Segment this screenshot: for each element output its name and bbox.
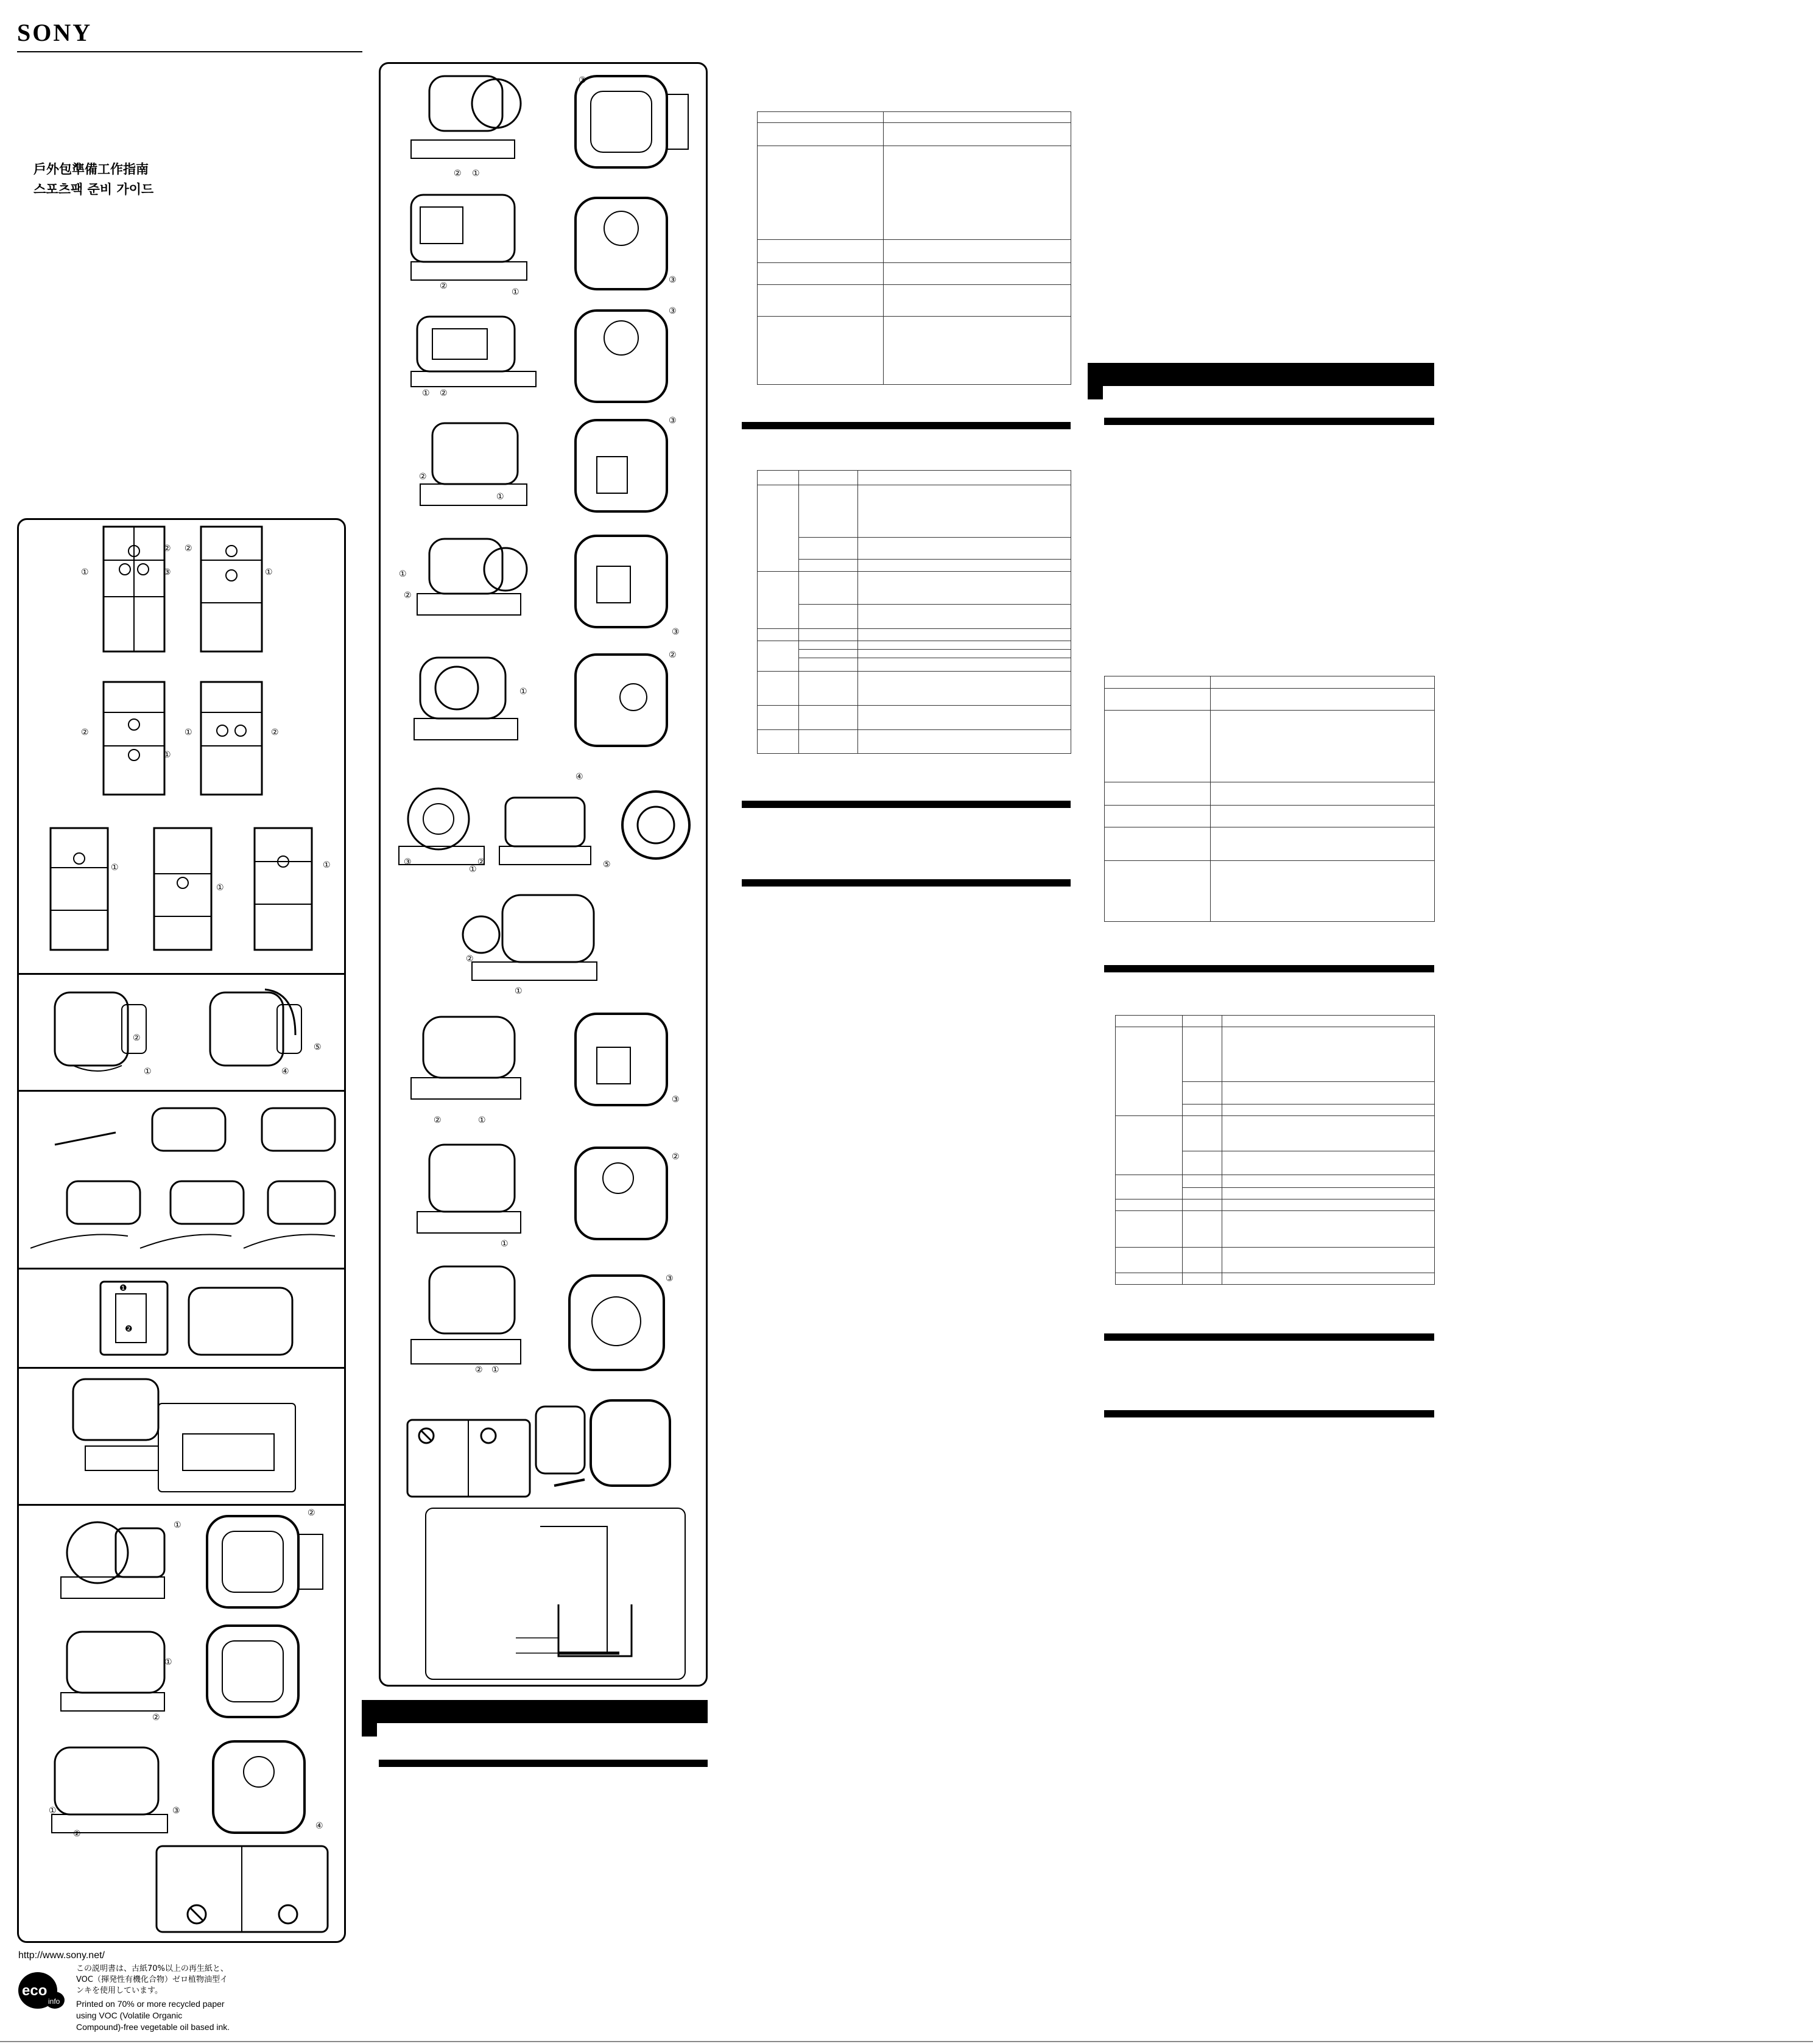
callout-3: ③ xyxy=(672,627,680,637)
pack-open-illustration xyxy=(566,1008,694,1108)
section-rule xyxy=(1104,1410,1434,1417)
callout-5: ⑤ xyxy=(314,1042,322,1052)
callout-1: ① xyxy=(469,865,477,874)
camcorder-tray-illustration xyxy=(405,304,542,402)
callout-1: ① xyxy=(164,1657,172,1667)
pack-open-illustration xyxy=(566,648,694,749)
callout-2: ② xyxy=(440,388,448,398)
pack-open-illustration xyxy=(195,1620,329,1723)
section-rule xyxy=(742,422,1071,429)
section-rule xyxy=(742,801,1071,808)
sony-logo: SONY xyxy=(17,19,93,46)
pack-front-illustration xyxy=(609,782,703,871)
section-header-notch xyxy=(362,1723,377,1737)
section-rule xyxy=(1104,965,1434,972)
eco-badge-text: eco xyxy=(22,1983,48,1999)
lanyard-illustration xyxy=(30,1096,341,1260)
panel-divider xyxy=(18,1090,345,1092)
tray-illustration xyxy=(97,524,171,658)
eco-note-line: ンキを使用しています。 xyxy=(76,1986,163,1995)
callout-3: ③ xyxy=(579,76,586,85)
eco-note-line: Compound)-free vegetable oil based ink. xyxy=(76,2022,230,2032)
callout-1: ① xyxy=(491,1365,499,1375)
callout-4: ④ xyxy=(315,1821,323,1831)
callout-1: ① xyxy=(496,492,504,502)
callout-2: ② xyxy=(669,650,677,660)
callout-2: ② xyxy=(454,169,462,178)
panel-divider xyxy=(18,973,345,975)
callout-2: ② xyxy=(185,544,192,553)
callout-3: ③ xyxy=(404,857,412,867)
callout-2: ② xyxy=(477,857,485,867)
callout-2: ② xyxy=(152,1713,160,1723)
eco-note-line: using VOC (Volatile Organic xyxy=(76,2011,183,2020)
eco-note-japanese xyxy=(76,1964,247,1997)
callout-5: ⑤ xyxy=(603,860,611,869)
pack-open-illustration xyxy=(566,530,694,630)
callout-1: ① xyxy=(174,1520,181,1530)
pack-open-illustration xyxy=(566,304,694,405)
callout-1: ① xyxy=(265,567,273,577)
sony-url: http://www.sony.net/ xyxy=(18,1950,105,1961)
section-rule xyxy=(1104,1333,1434,1341)
callout-4: ④ xyxy=(281,1067,289,1076)
camcorder-tray-illustration xyxy=(405,1139,536,1248)
callout-2: ② xyxy=(271,728,279,737)
callout-1: ① xyxy=(472,169,480,178)
callout-1: ① xyxy=(49,1806,57,1816)
camcorder-tray-illustration xyxy=(399,67,530,177)
eco-note-line: この説明書は、古紙70%以上の再生紙と、 xyxy=(76,1964,228,1973)
camcorder-tray-illustration xyxy=(46,1735,180,1839)
compatibility-table xyxy=(1115,1015,1435,1285)
callout-2: ② xyxy=(466,954,474,964)
callout-2: ② xyxy=(308,1508,315,1518)
sports-pack-illustration xyxy=(204,980,308,1078)
camcorder-tray-illustration xyxy=(399,1005,533,1114)
wrong-right-inset xyxy=(155,1845,329,1933)
spec-table xyxy=(1104,676,1435,922)
panel-divider xyxy=(18,1268,345,1270)
callout-1: ① xyxy=(185,728,192,737)
camcorder-tray-mount xyxy=(67,1373,298,1495)
callout-b2: ❷ xyxy=(125,1324,133,1334)
sports-pack-illustration xyxy=(49,980,152,1078)
pack-open-illustration xyxy=(195,1510,329,1614)
spec-table xyxy=(757,111,1071,385)
section-rule xyxy=(742,879,1071,887)
callout-2: ② xyxy=(475,1365,483,1375)
camcorder-tray-illustration xyxy=(448,877,606,999)
callout-3: ③ xyxy=(669,275,677,285)
callout-1: ① xyxy=(422,388,430,398)
pack-open-illustration xyxy=(557,1270,691,1376)
camcorder-tray-illustration xyxy=(399,527,536,636)
section-rule xyxy=(379,1760,708,1767)
callout-1: ① xyxy=(216,883,224,893)
callout-2: ② xyxy=(440,281,448,291)
callout-1: ① xyxy=(144,1067,152,1076)
panel-divider xyxy=(18,1367,345,1369)
camcorder-tray-illustration xyxy=(55,1620,177,1717)
section-header-bar xyxy=(362,1700,708,1723)
title-chinese: 戶外包準備工作指南 xyxy=(33,162,149,177)
callout-2: ② xyxy=(81,728,89,737)
eco-info-icon xyxy=(17,1970,65,2012)
camcorder-tray-illustration xyxy=(55,1510,177,1607)
callout-1: ① xyxy=(519,687,527,697)
callout-1: ① xyxy=(515,986,523,996)
callout-2: ② xyxy=(133,1033,141,1043)
title-korean: 스포츠팩 준비 가이드 xyxy=(33,182,154,197)
prohibited-icon xyxy=(186,1903,208,1925)
callout-3: ③ xyxy=(672,1095,680,1105)
eco-badge-subtext: info xyxy=(48,1997,60,2006)
ok-circle-icon xyxy=(277,1903,299,1925)
callout-3: ③ xyxy=(172,1806,180,1816)
section-header-bar xyxy=(1088,363,1434,386)
callout-4: ④ xyxy=(576,772,583,782)
tray-illustration xyxy=(250,825,317,953)
camcorder-tray-illustration xyxy=(405,189,533,292)
callout-3: ③ xyxy=(163,567,171,577)
pack-open-illustration xyxy=(201,1735,329,1839)
seal-detail-inset xyxy=(424,1507,686,1681)
callout-1: ① xyxy=(163,750,171,760)
callout-3: ③ xyxy=(669,416,677,426)
tray-illustration xyxy=(149,825,216,953)
camcorder-tray-illustration xyxy=(405,1260,536,1382)
callout-3: ③ xyxy=(666,1274,674,1284)
pack-open-illustration xyxy=(566,414,694,515)
callout-1: ① xyxy=(478,1115,486,1125)
eco-note-line: Printed on 70% or more recycled paper xyxy=(76,1999,225,2009)
tray-illustration xyxy=(97,679,171,798)
prohibited-icon xyxy=(417,1427,435,1445)
eco-note-line: VOC（揮発性有機化合物）ゼロ植物油型イ xyxy=(76,1975,228,1984)
camcorder-tray-illustration xyxy=(402,645,539,755)
callout-b1: ❶ xyxy=(119,1284,127,1293)
header-rule xyxy=(17,51,362,52)
compatibility-table xyxy=(757,470,1071,754)
callout-1: ① xyxy=(512,287,519,297)
callout-1: ① xyxy=(399,569,407,579)
tray-illustration xyxy=(46,825,113,953)
section-header-notch xyxy=(1088,386,1103,399)
callout-3: ③ xyxy=(669,306,677,316)
camcorder-mount-illustration xyxy=(493,779,600,871)
pack-closing-illustration xyxy=(530,1394,676,1498)
callout-1: ① xyxy=(501,1239,509,1249)
battery-attach-illustration xyxy=(97,1276,298,1361)
callout-2: ② xyxy=(419,472,427,482)
panel-divider xyxy=(18,1504,345,1506)
eco-note-english xyxy=(76,1998,259,2033)
callout-2: ② xyxy=(434,1115,442,1125)
callout-1: ① xyxy=(111,863,119,873)
callout-1: ① xyxy=(323,860,331,870)
callout-2: ② xyxy=(672,1152,680,1162)
ok-circle-icon xyxy=(479,1427,498,1445)
callout-2: ② xyxy=(404,591,412,600)
callout-1: ① xyxy=(81,567,89,577)
callout-2: ② xyxy=(73,1829,81,1839)
section-header-notch-gap xyxy=(377,1723,708,1737)
tray-illustration xyxy=(195,524,268,658)
section-rule xyxy=(1104,418,1434,425)
page-bottom-rule xyxy=(0,2041,1813,2042)
tray-illustration xyxy=(195,679,268,798)
camcorder-tray-illustration xyxy=(414,414,536,518)
callout-2: ② xyxy=(163,544,171,553)
